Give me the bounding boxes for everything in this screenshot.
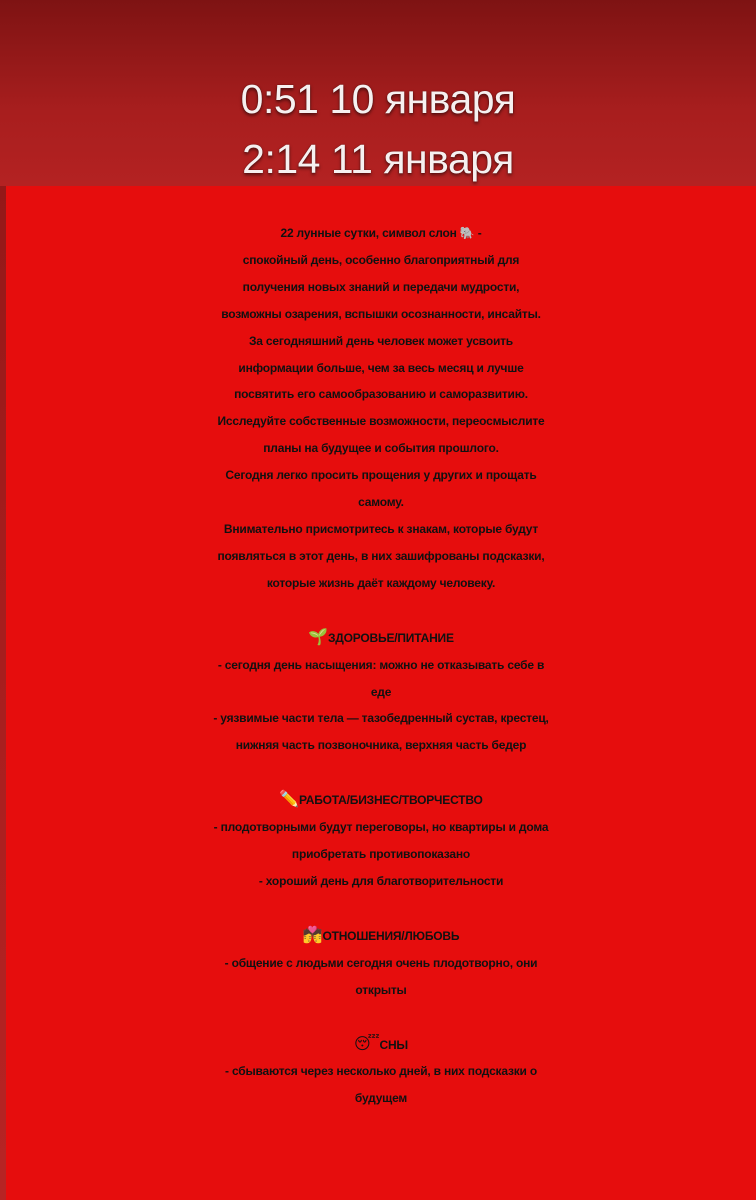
section-line: - сбываются через несколько дней, в них подсказки о — [225, 1064, 537, 1079]
spacer — [6, 895, 756, 922]
section-line: приобретать противопоказано — [291, 847, 471, 862]
section-title: СНЫ — [379, 1037, 408, 1052]
intro-line: За сегодняшний день человек может усвоить — [248, 333, 513, 348]
section-heading-love — [6, 922, 756, 950]
sleeping-face-icon: 😴 — [354, 1033, 380, 1053]
section-line: - сегодня день насыщения: можно не отказывать себе в — [217, 657, 545, 672]
sprout-icon: 🌱 — [308, 626, 328, 646]
intro-line: Сегодня легко просить прощения у других и прощать — [225, 468, 537, 483]
intro-line: планы на будущее и события прошлого. — [263, 441, 499, 456]
couple-kiss-icon: 💏 — [302, 924, 323, 944]
pencil-icon: ✏️ — [279, 789, 300, 809]
moon-day-end-time: 2:14 11 января — [242, 136, 514, 182]
intro-line: спокойный день, особенно благоприятный для — [242, 252, 520, 267]
header — [0, 0, 756, 186]
content-panel — [6, 186, 756, 1200]
spacer — [6, 597, 756, 624]
intro-line: возможны озарения, вспышки осознанности, инсайты. — [221, 306, 541, 321]
section-line: открыты — [355, 982, 407, 997]
section-line: - уязвимые части тела — тазобедренный сустав, крестец, — [213, 711, 549, 726]
section-title: РАБОТА/БИЗНЕС/ТВОРЧЕСТВО — [299, 793, 483, 808]
section-line: - хороший день для благотворительности — [258, 873, 504, 888]
spacer — [6, 759, 756, 786]
section-title: ОТНОШЕНИЯ/ЛЮБОВЬ — [322, 928, 460, 943]
content-text — [6, 220, 756, 1112]
section-line: - плодотворными будут переговоры, но квартиры и дома — [213, 820, 549, 835]
section-line: нижняя часть позвоночника, верхняя часть бедер — [235, 738, 527, 753]
moon-day-start-time: 0:51 10 января — [240, 76, 516, 122]
section-heading-dreams — [6, 1031, 756, 1059]
section-line: - общение с людьми сегодня очень плодотворно, они — [224, 955, 538, 970]
section-line: еде — [370, 684, 392, 699]
intro-line: Внимательно присмотритесь к знакам, которые будут — [223, 521, 539, 536]
intro-line: получения новых знаний и передачи мудрости, — [242, 279, 520, 294]
section-heading-health — [6, 624, 756, 652]
intro-line: посвятить его самообразованию и саморазвитию. — [234, 387, 528, 402]
spacer — [6, 1004, 756, 1031]
intro-line: самому. — [358, 495, 404, 510]
intro-line: появляться в этот день, в них зашифрованы подсказки, — [217, 548, 545, 563]
section-heading-work — [6, 786, 756, 814]
intro-line: которые жизнь даёт каждому человеку. — [266, 575, 496, 590]
section-line: будущем — [354, 1091, 408, 1106]
section-title: ЗДОРОВЬЕ/ПИТАНИЕ — [327, 630, 454, 645]
intro-line: 22 лунные сутки, символ слон 🐘 - — [280, 226, 482, 240]
intro-line: информации больше, чем за весь месяц и лучше — [238, 360, 524, 375]
intro-line: Исследуйте собственные возможности, переосмыслите — [217, 414, 545, 429]
